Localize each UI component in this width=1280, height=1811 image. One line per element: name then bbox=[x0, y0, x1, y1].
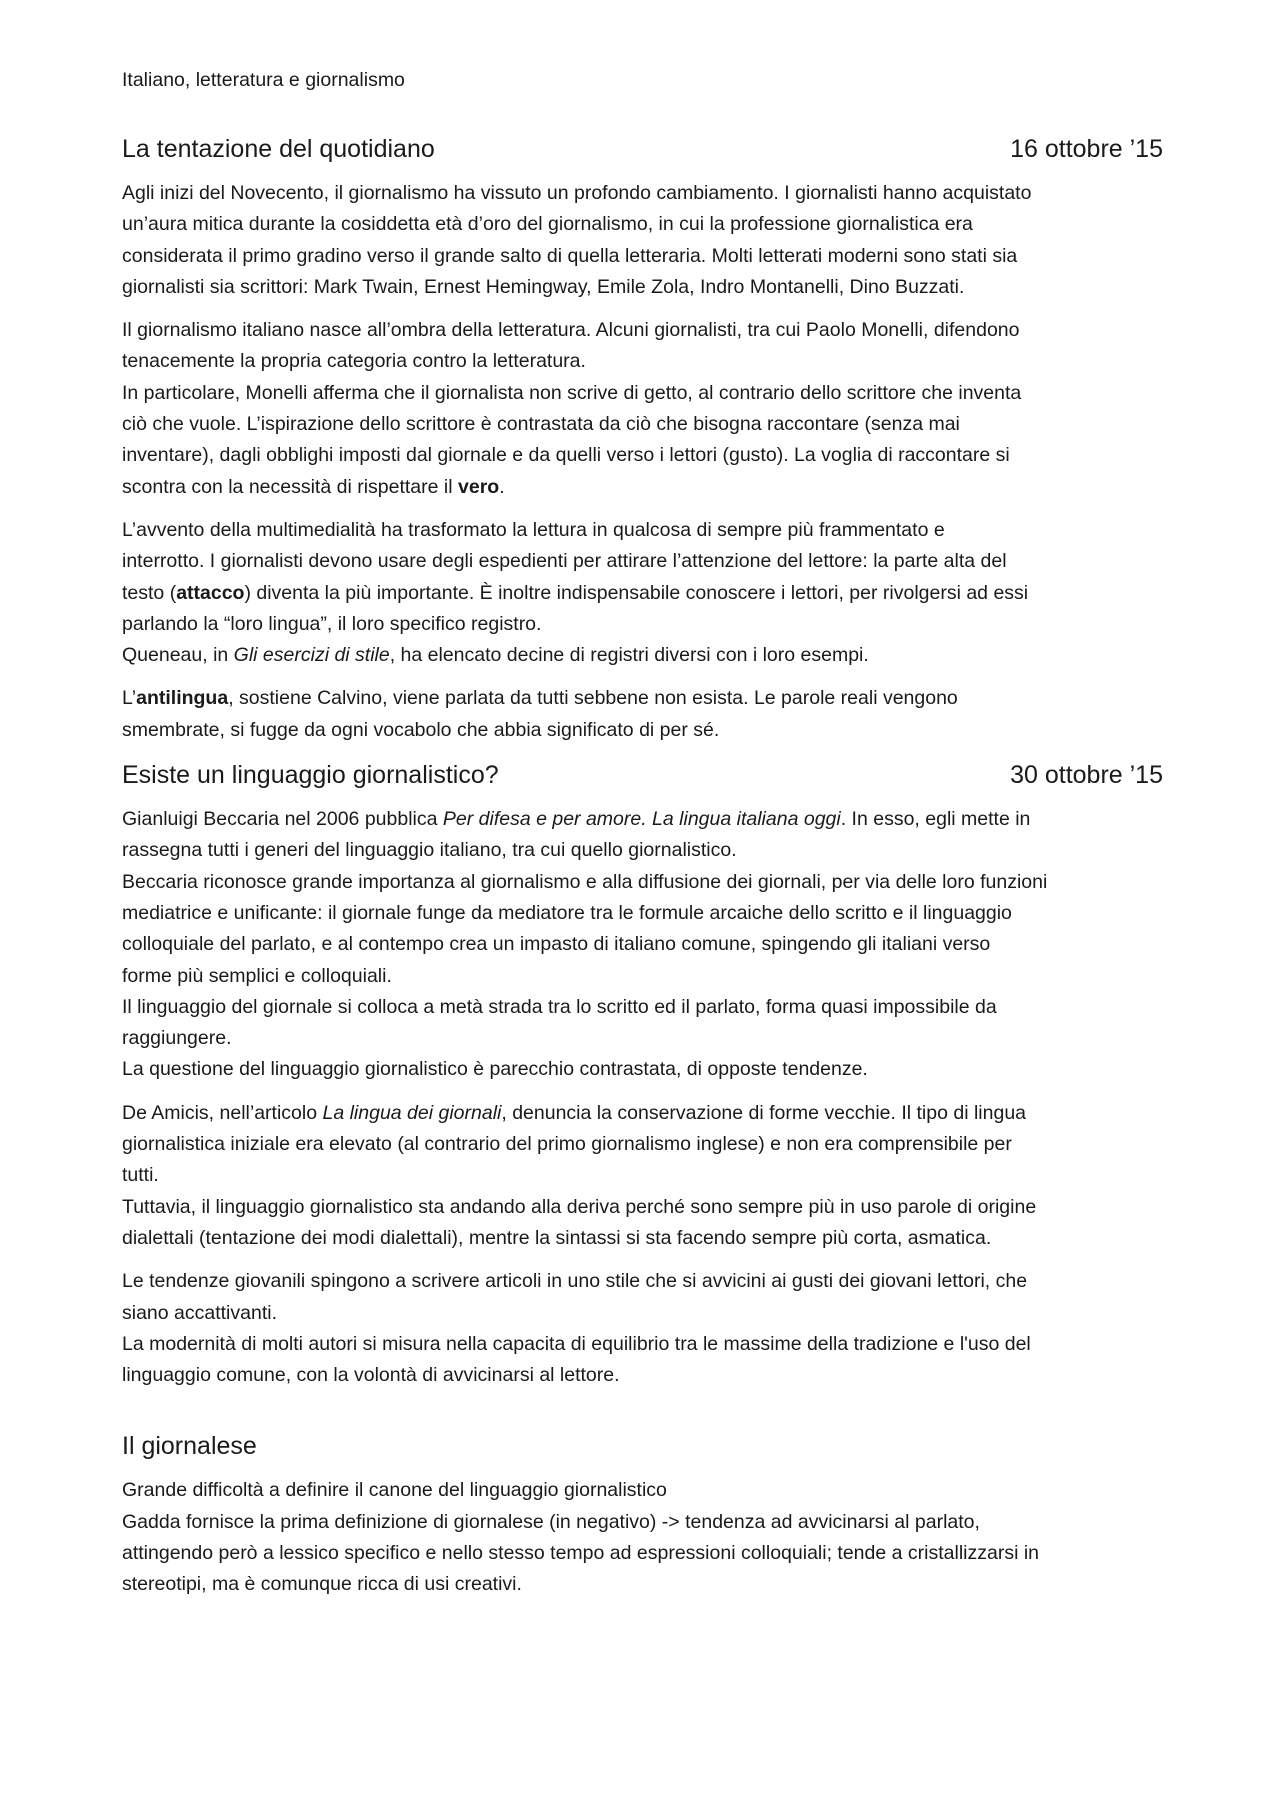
text-line: rassegna tutti i generi del linguaggio italiano, tra cui quello giornalistico. bbox=[122, 839, 737, 862]
section-il-giornalese bbox=[122, 1429, 1167, 1600]
text-line bbox=[122, 683, 1167, 714]
bold-term: vero bbox=[458, 475, 500, 498]
text-line: raggiungere. bbox=[122, 1027, 232, 1050]
paragraph bbox=[122, 1475, 1167, 1600]
text-line: tenacemente la propria categoria contro la letteratura. bbox=[122, 350, 586, 373]
text-run: testo ( bbox=[122, 581, 177, 604]
text-line: In particolare, Monelli afferma che il giornalista non scrive di getto, al contrario dello scrittore che inventa bbox=[122, 381, 1022, 404]
text-run: L’ bbox=[122, 687, 137, 710]
text-line: Agli inizi del Novecento, il giornalismo ha vissuto un profondo cambiamento. I giornalisti hanno acquistato bbox=[122, 182, 1032, 204]
text-line: smembrate, si fugge da ogni vocabolo che abbia significato di per sé. bbox=[122, 718, 720, 741]
text-line: siano accattivanti. bbox=[122, 1301, 278, 1324]
text-line: L’avvento della multimedialità ha trasformato la lettura in qualcosa di sempre più frammentato e bbox=[122, 518, 945, 541]
text-line: attingendo però a lessico specifico e nello stesso tempo ad espressioni colloquiali; tende a cristallizzarsi in bbox=[122, 1541, 1039, 1564]
text-line: forme più semplici e colloquiali. bbox=[122, 964, 392, 987]
text-line: colloquiale del parlato, e al contempo crea un impasto di italiano comune, spingendo gli italiani verso bbox=[122, 933, 991, 956]
text-run: , sostiene Calvino, viene parlata da tutti sebbene non esista. Le parole reali vengono bbox=[228, 687, 958, 710]
text-line: Le tendenze giovanili spingono a scrivere articoli in uno stile che si avvicini ai gusti dei giovani lettori, che bbox=[122, 1270, 1028, 1293]
text-line: giornalistica iniziale era elevato (al contrario del primo giornalismo inglese) e non era comprensibile per bbox=[122, 1133, 1012, 1156]
paragraph bbox=[122, 683, 1167, 746]
text-run: Gianluigi Beccaria nel 2006 pubblica bbox=[122, 808, 443, 831]
text-line: Il linguaggio del giornale si colloca a metà strada tra lo scritto ed il parlato, forma quasi impossibile da bbox=[122, 995, 997, 1018]
text-line bbox=[122, 1098, 1167, 1129]
text-run: ) diventa la più importante. È inoltre indispensabile conoscere i lettori, per rivolgersi ad essi bbox=[244, 581, 1029, 604]
italic-title: Gli esercizi di stile bbox=[233, 644, 390, 667]
text-line: La questione del linguaggio giornalistico è parecchio contrastata, di opposte tendenze. bbox=[122, 1058, 868, 1081]
text-line: interrotto. I giornalisti devono usare degli espedienti per attirare l’attenzione del lettore: la parte alta del bbox=[122, 550, 1007, 573]
bold-term: attacco bbox=[176, 581, 245, 604]
text-line: Il giornalismo italiano nasce all’ombra della letteratura. Alcuni giornalisti, tra cui Paolo Monelli, difendono bbox=[122, 319, 1020, 342]
paragraph bbox=[122, 804, 1167, 1086]
text-run: scontra con la necessità di rispettare il bbox=[122, 475, 458, 498]
section-title: Il giornalese bbox=[122, 1432, 257, 1461]
text-run: , ha elencato decine di registri diversi con i loro esempi. bbox=[389, 644, 869, 667]
text-run: , denuncia la conservazione di forme vecchie. Il tipo di lingua bbox=[501, 1101, 1027, 1124]
text-line bbox=[122, 804, 1167, 835]
text-line: un’aura mitica durante la cosiddetta età d’oro del giornalismo, in cui la professione giornalistica era bbox=[122, 213, 973, 236]
section-title: Esiste un linguaggio giornalistico? bbox=[122, 761, 499, 790]
text-line: mediatrice e unificante: il giornale funge da mediatore tra le formule arcaiche dello scritto e il linguaggio bbox=[122, 901, 1012, 924]
text-line: Grande difficoltà a definire il canone del linguaggio giornalistico bbox=[122, 1479, 667, 1502]
italic-title: La lingua dei giornali bbox=[322, 1101, 502, 1124]
text-line: considerata il primo gradino verso il grande salto di quella letteraria. Molti letterati moderni sono stati sia bbox=[122, 244, 1018, 267]
text-run: De Amicis, nell’articolo bbox=[122, 1101, 323, 1124]
text-line: ciò che vuole. L’ispirazione dello scrittore è contrastata da ciò che bisogna raccontare (senza mai bbox=[122, 413, 960, 436]
text-run: Queneau, in bbox=[122, 644, 234, 667]
text-line: parlando la “loro lingua”, il loro specifico registro. bbox=[122, 612, 542, 635]
text-line: giornalisti sia scrittori: Mark Twain, Ernest Hemingway, Emile Zola, Indro Montanelli, Dino Buzzati. bbox=[122, 275, 965, 298]
paragraph bbox=[122, 178, 1167, 303]
text-line: Tuttavia, il linguaggio giornalistico sta andando alla deriva perché sono sempre più in uso parole di origine bbox=[122, 1195, 1037, 1218]
section-heading bbox=[122, 1429, 1167, 1463]
paragraph bbox=[122, 1098, 1167, 1254]
text-run: . In esso, egli mette in bbox=[840, 808, 1031, 831]
text-line: Gadda fornisce la prima definizione di giornalese (in negativo) -> tendenza ad avvicinarsi al parlato, bbox=[122, 1510, 980, 1533]
section-title: La tentazione del quotidiano bbox=[122, 135, 435, 163]
bold-term: antilingua bbox=[136, 687, 229, 710]
italic-title: Per difesa e per amore. La lingua italiana oggi bbox=[442, 808, 841, 831]
text-line bbox=[122, 640, 1167, 671]
paragraph bbox=[122, 315, 1167, 503]
section-heading bbox=[122, 132, 1167, 166]
text-line: dialettali (tentazione dei modi dialettali), mentre la sintassi si sta facendo sempre più corta, asmatica. bbox=[122, 1226, 992, 1249]
text-line: linguaggio comune, con la volontà di avvicinarsi al lettore. bbox=[122, 1364, 620, 1387]
text-line bbox=[122, 472, 1167, 503]
section-la-tentazione-del-quotidiano bbox=[122, 132, 1167, 746]
paragraph bbox=[122, 515, 1167, 671]
section-date: 30 ottobre ’15 bbox=[1010, 761, 1163, 790]
text-line: Beccaria riconosce grande importanza al giornalismo e alla diffusione dei giornali, per via delle loro funzioni bbox=[122, 870, 1048, 893]
section-date: 16 ottobre ’15 bbox=[1010, 135, 1163, 163]
text-run: . bbox=[499, 475, 505, 498]
document-page bbox=[122, 66, 1167, 1613]
text-line: La modernità di molti autori si misura nella capacita di equilibrio tra le massime della tradizione e l'uso del bbox=[122, 1332, 1031, 1355]
paragraph bbox=[122, 1266, 1167, 1391]
text-line: inventare), dagli obblighi imposti dal giornale e da quelli verso i lettori (gusto). La voglia di raccontare si bbox=[122, 444, 1010, 467]
section-heading bbox=[122, 758, 1167, 792]
section-esiste-un-linguaggio-giornalistico bbox=[122, 758, 1167, 1391]
text-line bbox=[122, 578, 1167, 609]
text-line: tutti. bbox=[122, 1164, 159, 1187]
text-line: stereotipi, ma è comunque ricca di usi creativi. bbox=[122, 1573, 522, 1596]
document-header: Italiano, letteratura e giornalismo bbox=[122, 69, 405, 91]
